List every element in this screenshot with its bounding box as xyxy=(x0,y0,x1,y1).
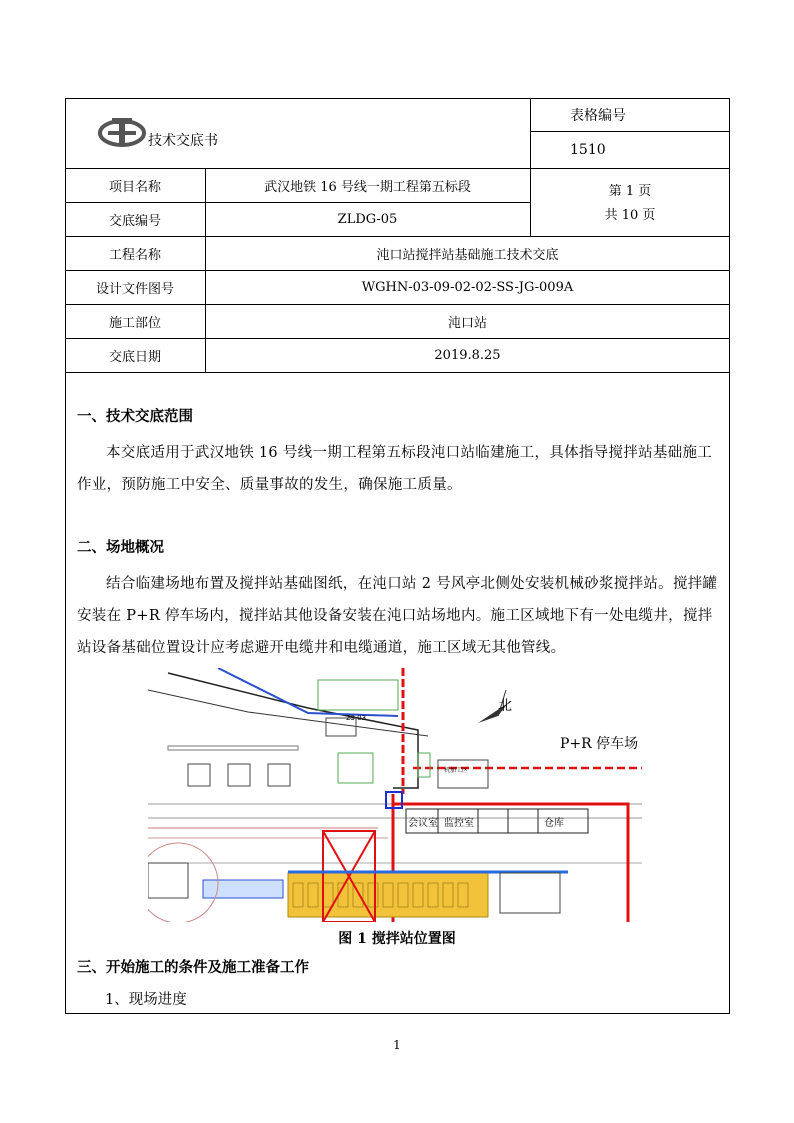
row-value-drawing: WGHN-03-09-02-02-SS-JG-009A xyxy=(361,279,574,295)
page-indicator: 第 1 页 xyxy=(608,183,652,199)
section-heading: 二、场地概况 xyxy=(77,539,164,556)
paragraph-text: 结合临建场地布置及搅拌站基础图纸，在沌口站 2 号风亭北侧处安装机械砂浆搅拌站。搅拌罐安装在 P+R 停车场内，搅拌站其他设备安装在沌口站场地内。施工区域地下有一处电缆井，搅拌站设备基础位置设计应考虑避开电缆井和电缆通道，施工区域无其他管线。 xyxy=(77,576,718,656)
section-paragraph xyxy=(77,437,719,501)
meeting-room-label: 会议室 xyxy=(408,818,438,829)
row-value-date: 2019.8.25 xyxy=(434,347,501,363)
section-paragraph xyxy=(77,568,719,664)
doc-type-title: 技术交底书 xyxy=(148,133,218,149)
paragraph-text: 本交底适用于武汉地铁 16 号线一期工程第五标段沌口站临建施工，具体指导搅拌站基础施工作业，预防施工中安全、质量事故的发生，确保施工质量。 xyxy=(77,445,713,493)
row-value-location: 沌口站 xyxy=(447,315,487,331)
section-heading: 一、技术交底范围 xyxy=(77,408,193,425)
row-label-project: 项目名称 xyxy=(108,179,161,195)
page-number: 1 xyxy=(393,1038,401,1052)
dimension-label: 23.03 xyxy=(346,714,367,722)
row-value-code: ZLDG-05 xyxy=(337,211,398,227)
grid-line xyxy=(65,372,730,373)
row-label-drawing: 设计文件图号 xyxy=(95,281,174,297)
section-heading: 三、开始施工的条件及施工准备工作 xyxy=(77,959,309,976)
figure-caption: 图 1 搅拌站位置图 xyxy=(338,931,456,947)
machine-area-label: 机加工区 xyxy=(444,767,469,774)
row-value-work: 沌口站搅拌站基础施工技术交底 xyxy=(376,247,559,263)
north-label: 北 xyxy=(498,698,512,714)
warehouse-label: 仓库 xyxy=(544,818,564,829)
form-no-value: 1510 xyxy=(570,141,606,158)
form-no-label: 表格编号 xyxy=(570,107,626,124)
company-logo-icon xyxy=(98,114,146,152)
row-label-work: 工程名称 xyxy=(108,247,161,263)
row-label-date: 交底日期 xyxy=(108,349,161,365)
subitem-text: 1、现场进度 xyxy=(105,991,187,1008)
row-label-code: 交底编号 xyxy=(108,213,161,229)
row-value-project: 武汉地铁 16 号线一期工程第五标段 xyxy=(264,179,471,195)
page-total: 共 10 页 xyxy=(604,207,656,223)
site-layout-figure xyxy=(148,668,642,922)
parking-label: P+R 停车场 xyxy=(560,736,639,752)
row-label-location: 施工部位 xyxy=(108,315,161,331)
monitor-room-label: 监控室 xyxy=(444,818,474,829)
